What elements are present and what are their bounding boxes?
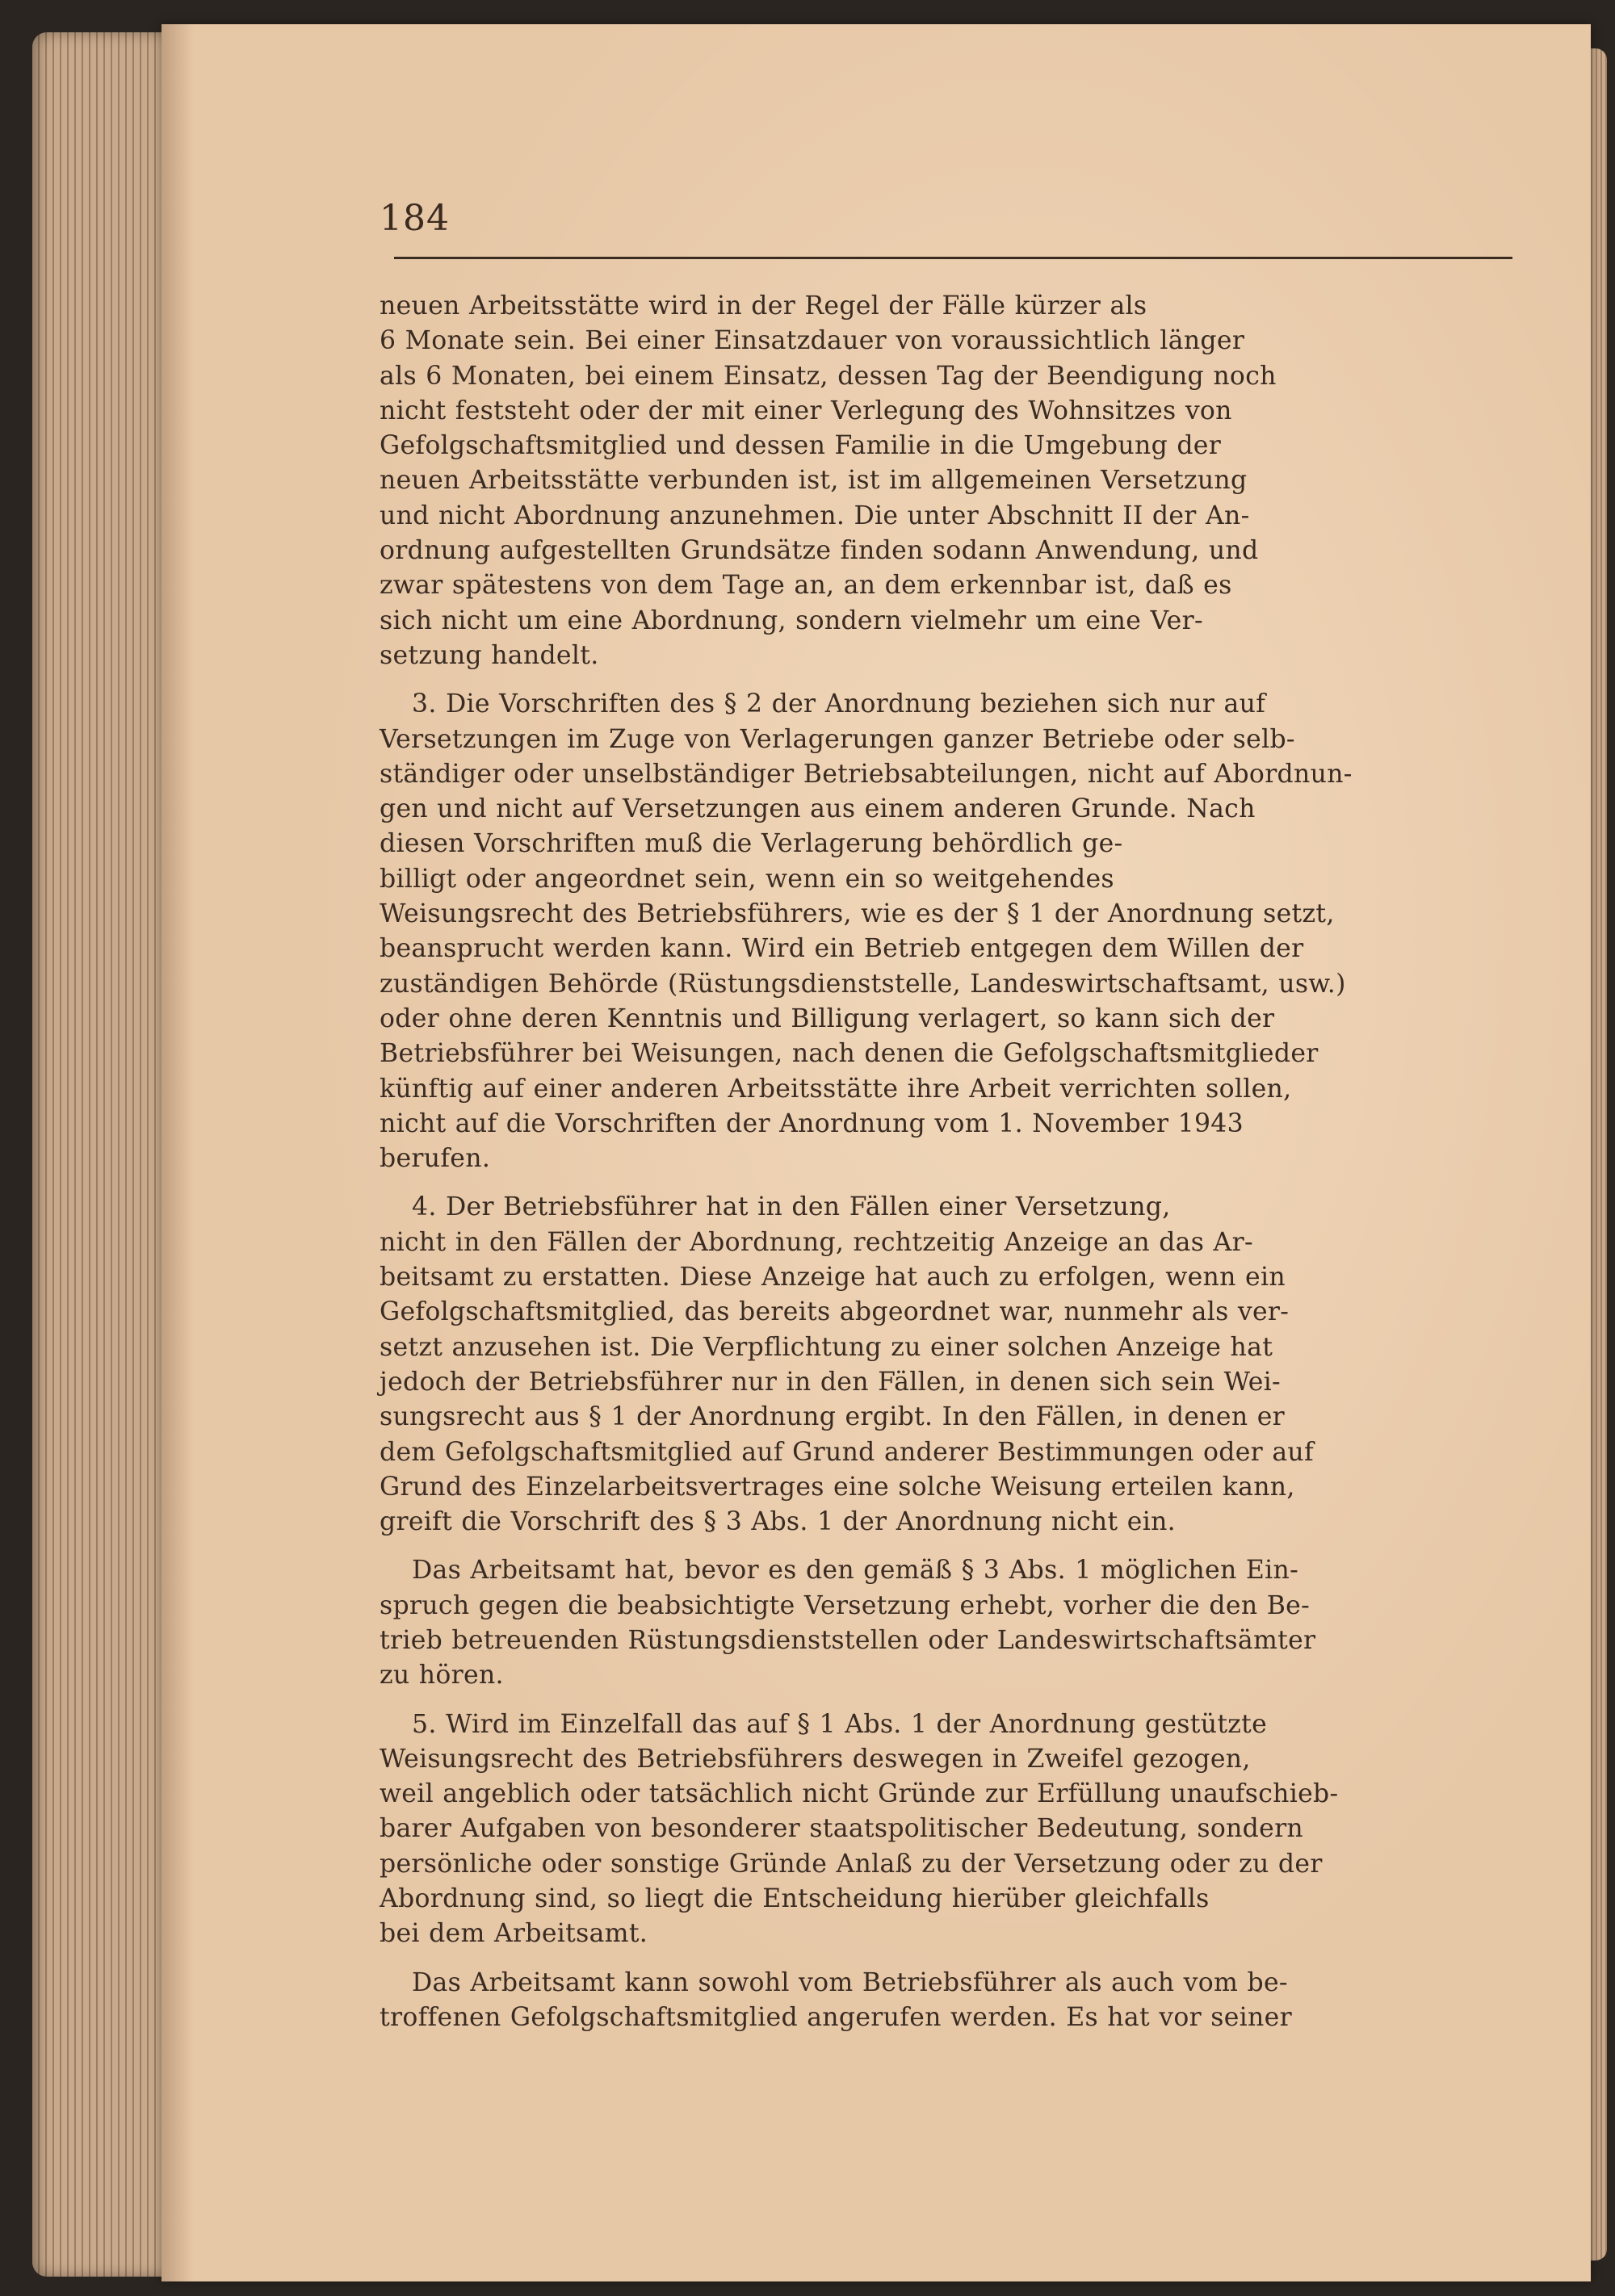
text-line: troffenen Gefolgschaftsmitglied angerufen werden. Es hat vor seiner [380,2002,1292,2032]
text-line: ordnung aufgestellten Grundsätze finden sodann Anwendung, und [380,536,1259,566]
text-line: ständiger oder unselbständiger Betriebsabteilungen, nicht auf Abordnun- [380,759,1353,789]
text-line: sich nicht um eine Abordnung, sondern vielmehr um eine Ver- [380,605,1203,635]
paragraph [380,1966,1510,2036]
paragraph [380,1707,1510,1952]
text-line: zu hören. [380,1661,504,1691]
text-line: Das Arbeitsamt kann sowohl vom Betriebsführer als auch vom be- [412,1967,1288,1997]
text-line: dem Gefolgschaftsmitglied auf Grund anderer Bestimmungen oder auf [380,1437,1314,1467]
header-rule [394,257,1512,259]
text-line: diesen Vorschriften muß die Verlagerung behördlich ge- [380,829,1123,859]
paragraph [380,687,1510,1176]
text-line: beitsamt zu erstatten. Diese Anzeige hat auch zu erfolgen, wenn ein [380,1263,1286,1293]
text-line: weil angeblich oder tatsächlich nicht Gründe zur Erfüllung unaufschieb- [380,1779,1339,1809]
text-line: Weisungsrecht des Betriebsführers deswegen in Zweifel gezogen, [380,1744,1251,1774]
text-line: Gefolgschaftsmitglied und dessen Familie in die Umgebung der [380,431,1222,461]
text-line: jedoch der Betriebsführer nur in den Fällen, in denen sich sein Wei- [380,1367,1281,1397]
text-line: Weisungsrecht des Betriebsführers, wie es der § 1 der Anordnung setzt, [380,899,1335,929]
text-line: beansprucht werden kann. Wird ein Betrieb entgegen dem Willen der [380,934,1304,964]
paragraph [380,1553,1510,1693]
text-line: 3. Die Vorschriften des § 2 der Anordnung beziehen sich nur auf [412,689,1266,719]
text-line: Betriebsführer bei Weisungen, nach denen die Gefolgschaftsmitglieder [380,1039,1319,1069]
text-line: oder ohne deren Kenntnis und Billigung verlagert, so kann sich der [380,1003,1275,1033]
text-line: berufen. [380,1144,491,1174]
text-line: 4. Der Betriebsführer hat in den Fällen einer Versetzung, [412,1192,1171,1222]
text-line: Gefolgschaftsmitglied, das bereits abgeordnet war, nunmehr als ver- [380,1297,1290,1327]
text-line: setzt anzusehen ist. Die Verpflichtung zu einer solchen Anzeige hat [380,1332,1273,1362]
text-line: persönliche oder sonstige Gründe Anlaß zu der Versetzung oder zu der [380,1849,1323,1879]
text-line: Versetzungen im Zuge von Verlagerungen ganzer Betriebe oder selb- [380,724,1295,754]
text-line: billigt oder angeordnet sein, wenn ein so weitgehendes [380,864,1114,894]
text-line: neuen Arbeitsstätte wird in der Regel der Fälle kürzer als [380,291,1147,321]
text-line: gen und nicht auf Versetzungen aus einem anderen Grunde. Nach [380,794,1256,824]
text-line: als 6 Monaten, bei einem Einsatz, dessen Tag der Beendigung noch [380,361,1277,391]
text-line: und nicht Abordnung anzunehmen. Die unter Abschnitt II der An- [380,501,1250,530]
text-line: nicht feststeht oder der mit einer Verlegung des Wohnsitzes von [380,396,1232,425]
text-line: zwar spätestens von dem Tage an, an dem erkennbar ist, daß es [380,571,1232,601]
text-line: trieb betreuenden Rüstungsdienststellen oder Landeswirtschaftsämter [380,1625,1316,1655]
paragraph [380,289,1510,673]
text-line: sungsrecht aus § 1 der Anordnung ergibt. In den Fällen, in denen er [380,1402,1286,1432]
text-line: 6 Monate sein. Bei einer Einsatzdauer von voraussichtlich länger [380,326,1245,356]
page-number: 184 [380,198,450,239]
text-line: zuständigen Behörde (Rüstungsdienststelle, Landeswirtschaftsamt, usw.) [380,969,1346,999]
text-line: Das Arbeitsamt hat, bevor es den gemäß § 3 Abs. 1 möglichen Ein- [412,1556,1299,1586]
text-line: bei dem Arbeitsamt. [380,1919,648,1949]
text-line: künftig auf einer anderen Arbeitsstätte ihre Arbeit verrichten sollen, [380,1074,1292,1104]
text-line: barer Aufgaben von besonderer staatspolitischer Bedeutung, sondern [380,1814,1304,1844]
text-line: nicht in den Fällen der Abordnung, rechtzeitig Anzeige an das Ar- [380,1227,1253,1257]
text-line: neuen Arbeitsstätte verbunden ist, ist im allgemeinen Versetzung [380,466,1248,496]
text-line: 5. Wird im Einzelfall das auf § 1 Abs. 1 der Anordnung gestützte [412,1709,1268,1739]
text-line: nicht auf die Vorschriften der Anordnung vom 1. November 1943 [380,1108,1244,1138]
text-line: setzung handelt. [380,640,599,670]
text-line: spruch gegen die beabsichtigte Versetzung erhebt, vorher die den Be- [380,1590,1311,1620]
text-line: Grund des Einzelarbeitsvertrages eine solche Weisung erteilen kann, [380,1472,1295,1502]
text-line: Abordnung sind, so liegt die Entscheidung hierüber gleichfalls [380,1884,1210,1914]
text-line: greift die Vorschrift des § 3 Abs. 1 der Anordnung nicht ein. [380,1507,1176,1537]
body-text [380,289,1510,2049]
paragraph [380,1190,1510,1540]
